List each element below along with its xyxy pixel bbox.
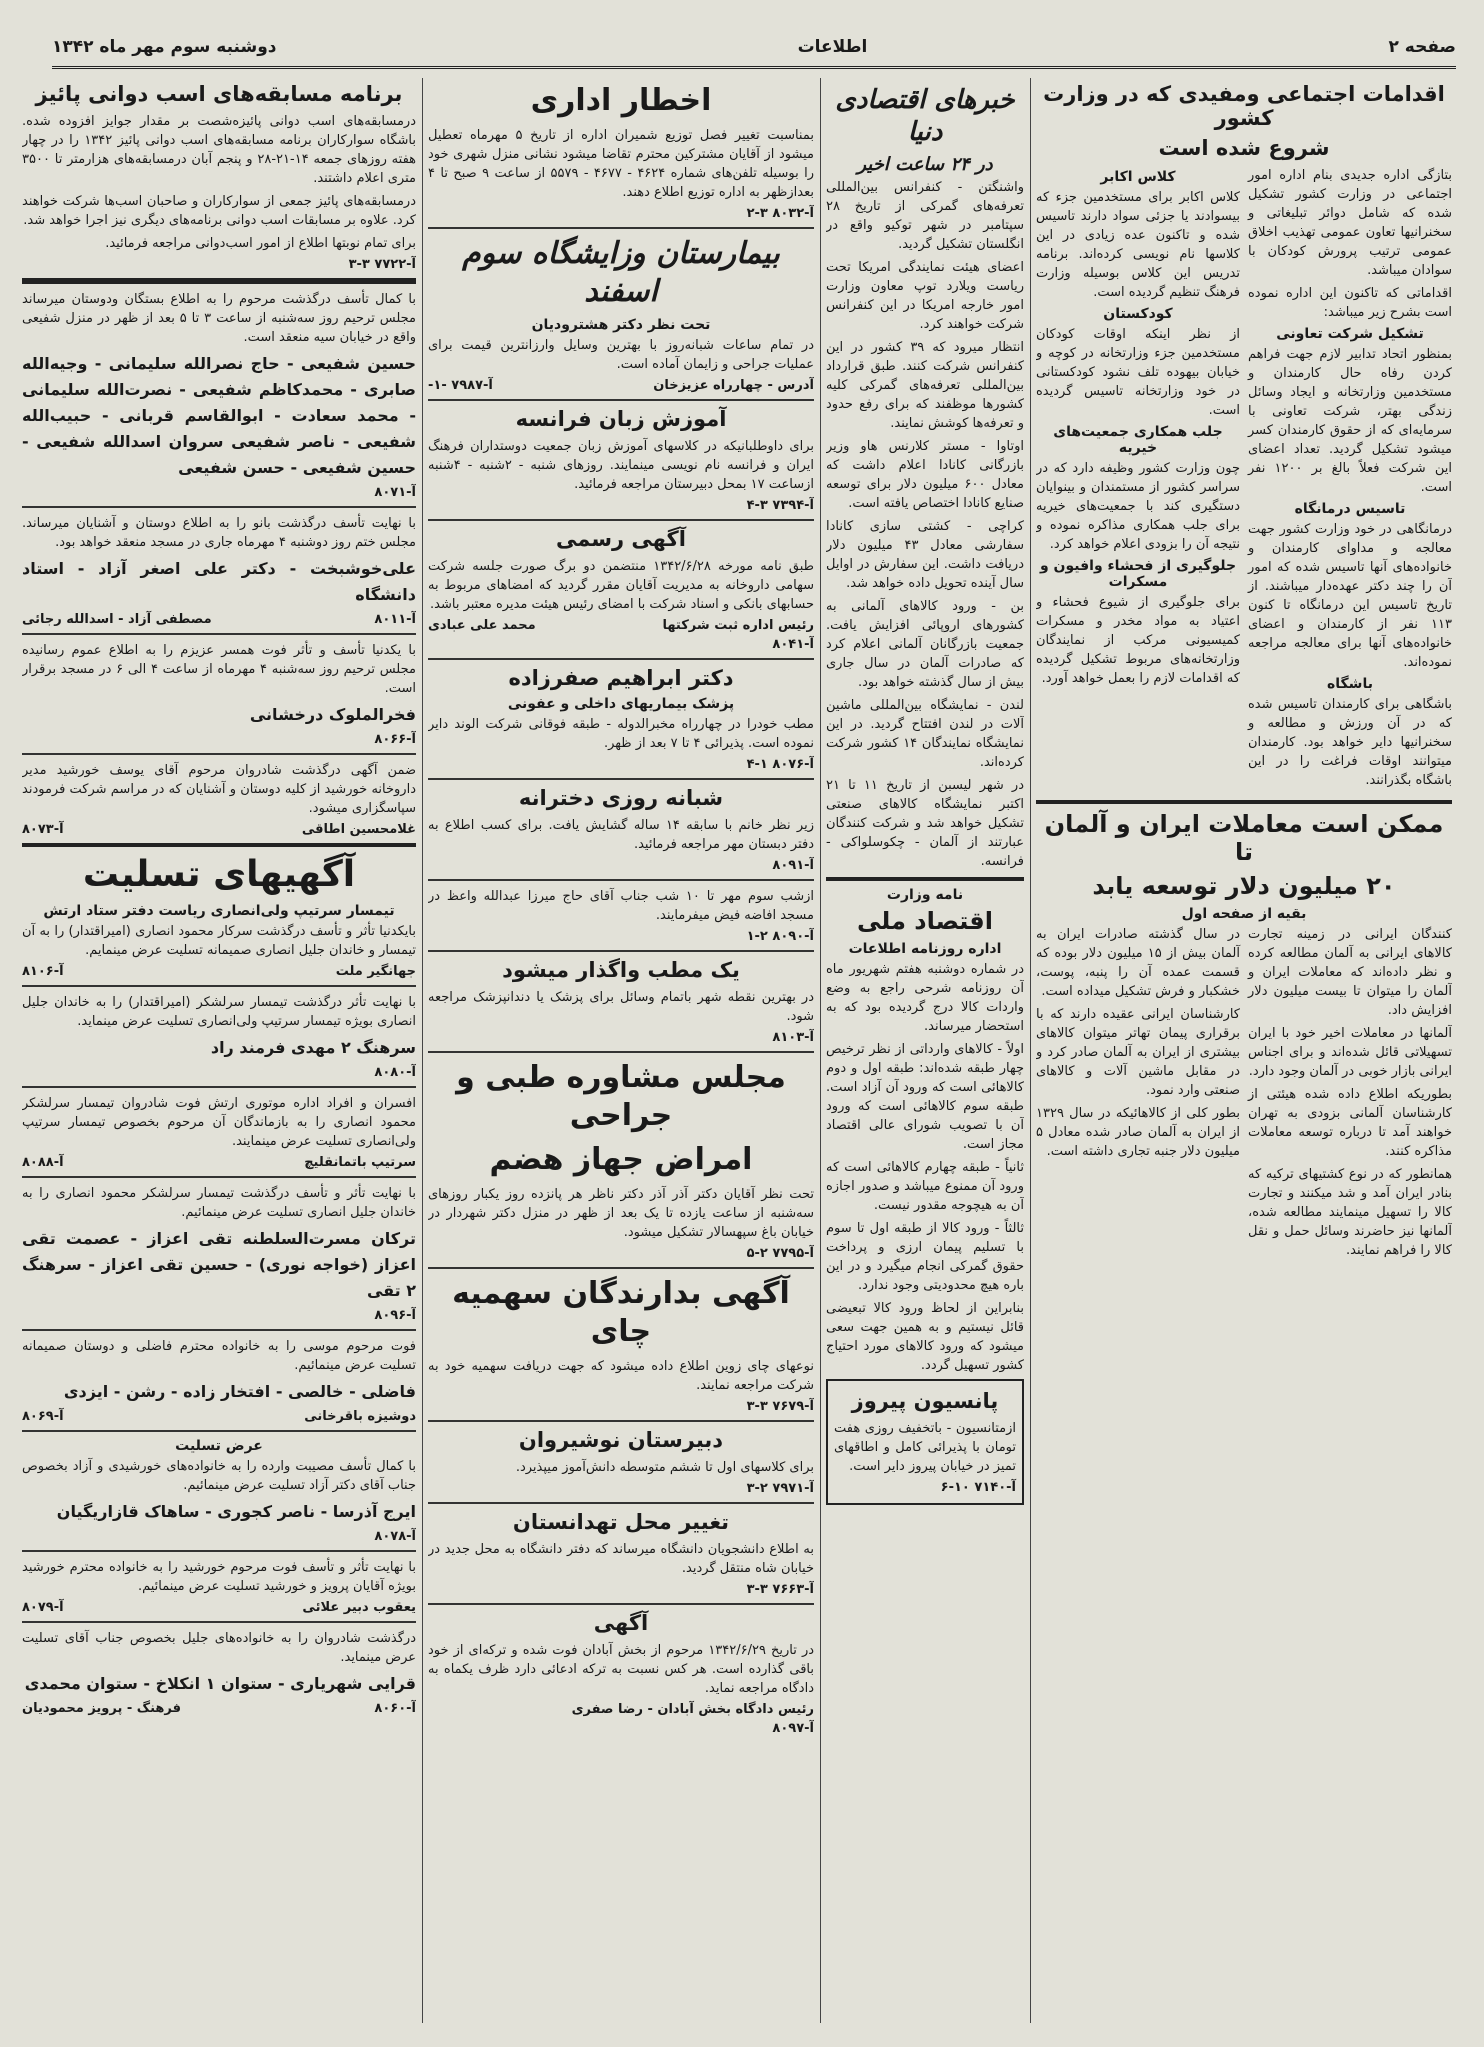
condolence-heading: عرض تسلیت [175,1438,263,1454]
ad-code: آ-۸۰۱۱ [374,612,416,627]
ad-code: آ-۸۰۴۱ [772,637,814,652]
article-paragraph: در شهر لیسبن از تاریخ ۱۱ تا ۲۱ اکتبر نمایشگاه کالاهای صنعتی تشکیل خواهد شد و شرکت کنندگان عبارتند از آلمان - چکوسلواکی - فرانسه. [826,778,1024,869]
section-divider [428,1051,814,1053]
section-divider [22,1176,416,1178]
article-headline: ۲۰ میلیون دلار توسعه یابد [1092,872,1396,900]
newspaper-name: اطلاعات [797,37,868,57]
ad-headline: آگهی [593,1611,649,1635]
article-paragraph: ثالثاً - ورود کالا از طبقه اول تا سوم با تسلیم پیمان ارزی و پرداخت حقوق گمرکی انجام میگیرد و در این باره هیچ محدودیتی وجود ندارد. [826,1221,1024,1293]
section-divider [428,778,814,780]
letter-recipient: اداره روزنامه اطلاعات [848,941,1002,957]
notice-text: با نهایت تأثر و تأسف درگذشت تیمسار سرلشکر محمود انصاری را به خاندان جلیل انصاری تسلیت عرض مینمائیم. [22,1186,416,1220]
ad-headline: آگهی بدارندگان سهمیه چای [452,1276,790,1349]
notice-text: فوت مرحوم موسی را به خانواده محترم فاضلی و دوستان صمیمانه تسلیت عرض مینمائیم. [22,1339,416,1373]
ad-code: آ-۷۷۹۵ ۲-۵ [746,1246,814,1261]
ad-text: برای داوطلبانیکه در کلاسهای آموزش زبان جمعیت دوستداران فرهنگ ایران و فرانسه نام نویسی مینمایند. روزهای شنبه - ۲شنبه - ۴شنبه ازساعت ۱۷ بمحل دبیرستان مراجعه فرمائید. [428,439,814,492]
ad-code: آ-۸۱۰۳ [772,1030,814,1045]
notice-text: با یکدنیا تأسف و تأثر فوت همسر عزیزم را به اطلاع عموم رسانیده مجلس ترحیم روز سه‌شنبه ۴ مهرماه از ساعت ۴ الی ۶ در مسجد برقرار است. [22,643,416,696]
ad-code: آ-۸۰۹۰ ۲-۱ [746,929,814,944]
ad-code: آ-۸۰۳۲ ۳-۲ [746,206,814,221]
article-paragraph: کراچی - کشتی سازی کانادا سفارشی معادل ۴۳ میلیون دلار دریافت داشت. این سفارش در اوایل سال آینده تحویل داده خواهد شد. [826,519,1024,591]
article-subcolumns [1036,166,1452,794]
article-paragraph: اولاً - کالاهای وارداتی از نظر ترخیص چهار طبقه شده‌اند: طبقه اول و دوم کالاهائی است که ورود آن آزاد است. طبقه سوم کالاهائی است که ورود آن با تصویب شورای عالی اقتصاد مجاز است. [826,1042,1024,1152]
ad-headline: شبانه روزی دخترانه [518,786,724,810]
ad-code: آ-۸۰۷۱ [374,485,416,500]
article-paragraph: اقداماتی که تاکنون این اداره نموده است بشرح زیر میباشد: [1248,286,1452,320]
section-divider [22,843,416,847]
ad-headline: آگهی رسمی [556,527,686,551]
ad-headline: امراض جهاز هضم [489,1142,753,1177]
ad-text: تحت نظر آقایان دکتر آذر آذر دکتر ناظر هر پانزده روز یکبار روزهای سه‌شنبه از ساعت یازده تا یک بعد از ظهر در منزل دکتر شهردار در خیابان باغ سپهسالار تشکیل میشود. [428,1187,814,1240]
column-interior-ministry [1036,78,1452,2027]
section-divider [428,1267,814,1269]
ad-code: آ-۸۰۹۷ [772,1721,814,1736]
section-divider [428,1502,814,1504]
ad-code: آ-۷۶۷۹ ۳-۳ [746,1399,814,1414]
section-divider [22,1086,416,1088]
ad-text: در تمام ساعات شبانه‌روز با بهترین وسایل وارزانترین قیمت برای عملیات جراحی و زایمان آماده است. [428,338,814,372]
section-divider [22,278,416,284]
ad-text: برای کلاسهای اول تا ششم متوسطه دانش‌آموز میپذیرد. [515,1460,814,1475]
ad-headline: دکتر ابراهیم صفرزاده [508,666,734,690]
ad-headline: پانسیون پیروز [851,1389,999,1413]
section-divider [428,519,814,521]
notice-signature: یعقوب دبیر علائی [302,1600,416,1615]
ad-text: به اطلاع دانشجویان دانشگاه میرساند که دفتر دانشگاه به محل جدید در خیابان شاه منتقل گردید. [428,1542,814,1576]
notice-signature: دوشیزه باقرخانی [304,1409,416,1424]
article-paragraph: در شماره دوشنبه هفتم شهریور ماه آن روزنامه شرحی راجع به وضع واردات کالا درج گردیده بود که به استحضار میرساند. [826,962,1024,1034]
notice-names: فرهنگ - پرویز محمودیان [22,1701,182,1716]
ad-code: آ-۸۰۹۶ [374,1308,416,1323]
column-economic-news [826,78,1024,2027]
article-subheadline: در ۲۴ ساعت اخیر [857,154,993,175]
article-headline: شروع شده است [1158,136,1330,160]
notice-footer [22,1409,416,1424]
notice-names: قرایی شهریاری - ستوان ۱ انکلاخ - ستوان محمدی [24,1674,416,1693]
article-paragraph: چون وزارت کشور وظیفه دارد که در سراسر کشور از مستمندان و بینوایان دستگیری کند با جمعیت‌های خیریه برای جلب همکاری مذاکره نموده و نتیجه آن را بزودی اعلام خواهد کرد. [1036,461,1240,552]
ad-code: آ-۸۰۸۸ [22,1155,64,1170]
section-heading: تشکیل شرکت تعاونی [1276,326,1424,342]
notice-text: با نهایت تأثر و تأسف فوت مرحوم خورشید را به خانواده محترم خورشید بویژه آقایان پرویز و خورشید تسلیت عرض مینمائیم. [22,1560,416,1594]
notice-signature: سرهنگ ۲ مهدی فرمند راد [210,1038,416,1057]
ad-address: آدرس - چهارراه عزیزخان [653,378,814,393]
article-paragraph: بتازگی اداره جدیدی بنام اداره امور اجتماعی در وزارت کشور تشکیل شده که شامل دوائر تبلیغاتی و سخنرانیها تعاون عمومی تهذیب اخلاق عمومی ترتیب پرورش کودکان با سوادان میباشد. [1248,168,1452,278]
ad-code: آ-۸۰۷۳ [22,822,64,837]
section-heading: باشگاه [1327,676,1373,692]
article-paragraph: آلمانها در معاملات اخیر خود با ایران تسهیلاتی قائل شده‌اند و برای اجناس ایرانی بازار خوبی در آلمان وجود دارد. [1248,1026,1452,1079]
ad-headline: بیمارستان وزایشگاه سوم اسفند [462,236,780,309]
article-paragraph: کنندگان ایرانی در زمینه تجارت کالاهای ایرانی به آلمان مطالعه کرده و نظر داده‌اند که معاملات ایران و آلمان را میتوان تا بیست میلیون دلار افزایش داد. [1248,927,1452,1018]
section-heading: کودکستان [1103,306,1173,322]
page-number: صفحه ۲ [1388,37,1456,57]
ad-footer [428,378,814,393]
ad-text: ازمتانسیون - باتخفیف روزی هفت تومان با پذیرائی کامل و اطاقهای تمیز در خیابان پیروز دایر است. [834,1421,1016,1474]
notice-names: فخرالملوک درخشانی [249,705,416,724]
section-divider [22,1329,416,1331]
ad-text: در بهترین نقطه شهر باتمام وسائل برای پزشک یا دندانپزشک مراجعه شود. [428,990,814,1024]
article-paragraph: از نظر اینکه اوقات کودکان مستخدمین جزء وزارتخانه در کوچه و خیابان بیهوده تلف نشود کودکستانی در خود وزارتخانه تاسیس گردیده است. [1036,327,1240,418]
section-divider [428,227,814,229]
section-heading: جلب همکاری جمعیت‌های خیریه [1053,424,1223,456]
notice-footer [22,822,416,837]
section-divider [826,877,1024,881]
section-divider [428,879,814,881]
ad-text: در تاریخ ۱۳۴۲/۶/۲۹ مرحوم از بخش آبادان فوت شده و ترکه‌ای از خود باقی گذارده است. هر کس نسبت به ترکه ادعائی دارد ظرف یکماه به دادگاه مراجعه نماید. [428,1643,814,1696]
notice-footer [22,1600,416,1615]
ad-signature: رئیس دادگاه بخش آبادان - رضا صفری [571,1702,814,1717]
notice-footer [22,964,416,979]
column-divider [422,78,423,2023]
ad-text: زیر نظر خانم با سابقه ۱۴ ساله گشایش یافت. برای کسب اطلاع به دفتر دبستان مهر مراجعه فرمائید. [428,818,814,852]
article-paragraph: ثانیاً - طبقه چهارم کالاهائی است که ورود آن ممنوع میباشد و صدور اجازه آن به هیچوجه مقدور نیست. [826,1160,1024,1213]
continuation-note: بقیه از صفحه اول [1181,906,1307,922]
article-paragraph: انتظار میرود که ۳۹ کشور در این کنفرانس شرکت کنند. طبق قرارداد بین‌المللی تعرفه‌های گمرکی کلیه کشورها موظفند که برای رفع حدود و تعرفه‌ها کوشش نمایند. [826,340,1024,431]
ad-code: آ-۸۰۶۰ [374,1701,416,1716]
ad-code: آ-۸۰۷۸ [374,1529,416,1544]
notice-footer [22,1701,416,1716]
article-paragraph: برای جلوگیری از شیوع فحشاء و اعتیاد به مواد مخدر و مسکرات کمیسیونی مرکب از نمایندگان وزارتخانه‌های مربوط تشکیل گردیده که اقدامات لازم را بعمل خواهد آورد. [1036,595,1240,686]
ad-text: طبق نامه مورخه ۱۳۴۲/۶/۲۸ منتضمن دو برگ صورت جلسه شرکت سهامی داروخانه به مدیریت آقایان مقرر گردید که امضاهای مربوط به حسابهای بانکی و اسناد شرکت با امضای رئیس هیئت مدیره معتبر باشد. [428,559,814,612]
ad-code: آ-۷۷۲۲ ۳-۳ [348,257,416,272]
article-paragraph: بن - ورود کالاهای آلمانی به کشورهای اروپائی افزایش یافت. جمعیت بازرگانان آلمانی اعلام کرد که صادرات آلمان در سال جاری بیش از سال گذشته خواهد بود. [826,599,1024,690]
issue-date: دوشنبه سوم مهر ماه ۱۳۴۲ [52,37,277,57]
ad-subheadline: پزشک بیماریهای داخلی و عفونی [507,696,735,712]
article-paragraph: باشگاهی برای کارمندان تاسیس شده که در آن ورزش و مطالعه و سخنرانیها دایر خواهد بود. کارمندان میتوانند اوقات فراغت را در این باشگاه بگذرانند. [1248,697,1452,788]
condolence-heading: تیمسار سرتیپ ولی‌انصاری ریاست دفتر ستاد ارتش [43,903,395,919]
notice-text: درگذشت شادروان را به خانواده‌های جلیل بخصوص جناب آقای تسلیت عرض مینماید. [22,1631,416,1665]
section-divider [1036,800,1452,804]
ad-headline: دبیرستان نوشیروان [518,1428,724,1452]
notice-signature: سرتیپ باتمانقلیچ [304,1155,416,1170]
article-paragraph: کلاس اکابر برای مستخدمین جزء که بیسوادند یا جزئی سواد دارند تاسیس شده و تاکنون عده زیادی در این کلاسها نام نویسی کرده‌اند. برنامه تدریس این کلاس بوسیله وزارت فرهنگ تنظیم گردیده است. [1036,190,1240,300]
ad-code: آ-۷۱۴۰ ۱۰-۶ [940,1480,1016,1495]
article-paragraph: اعضای هیئت نمایندگی امریکا تحت ریاست ویلارد توپ معاون وزارت امور خارجه امریکا در این کنفرانس شرکت خواهند کرد. [826,260,1024,332]
ad-code: آ-۷۶۶۳ ۳-۳ [746,1582,814,1597]
notice-footer [22,1155,416,1170]
notice-signature: جهانگیر ملت [335,964,416,979]
masthead [52,28,1456,69]
ad-headline: یک مطب واگذار میشود [502,958,740,982]
ad-headline: تغییر محل تهدانستان [512,1510,730,1534]
ad-code: آ-۸۰۹۱ [772,858,814,873]
ad-signature [428,618,814,633]
column-divider [820,78,821,2023]
article-headline: ممکن است معاملات ایران و آلمان تا [1044,810,1444,866]
article-headline: خبرهای اقتصادی دنیا [835,85,1015,147]
signature-title: رئیس اداره ثبت شرکتها [662,618,814,633]
article-paragraph: بطور کلی از کالاهائیکه در سال ۱۳۲۹ از ایران به آلمان صادر شده معادل ۵ میلیون دلار جنبه تجاری داشته است. [1036,1106,1240,1159]
notice-text: با نهایت تأثر درگذشت تیمسار سرلشکر (امیراقتدار) را به خاندان جلیل انصاری بویژه تیمسار سرتیپ ولی‌انصاری تسلیت عرض مینماید. [22,995,416,1029]
ad-code: آ-۸۱۰۶ [22,964,64,979]
ad-code: آ-۷۹۸۷ -۱- [428,378,493,393]
article-headline: برنامه مسابقه‌های اسب دوانی پائیز [35,82,403,106]
ad-text: نوعهای چای زوین اطلاع داده میشود که جهت دریافت سهمیه خود به شرکت مراجعه نمایند. [428,1359,814,1393]
notice-signature: غلامحسین اطاقی [301,822,416,837]
section-divider [22,1621,416,1623]
section-heading: کلاس اکابر [1100,169,1176,185]
notice-text: با کمال تأسف مصیبت وارده را به خانواده‌های خورشیدی و آزاد بخصوص جناب آقای دکتر آزاد تسلیت عرض مینمائیم. [22,1459,416,1493]
ad-code: آ-۷۹۷۱ ۲-۳ [746,1481,814,1496]
pension-ad [826,1379,1024,1505]
section-divider [428,1420,814,1422]
notice-names: حسین شفیعی - حاج نصرالله سلیمانی - وجیه‌الله صابری - محمدکاظم شفیعی - نصرت‌الله سلیمانی - محمد سعادت - ابوالقاسم قربانی - حبیب‌الله شفیعی - ناصر شفیعی سروان اسدالله شفیعی - حسین شفیعی - حسن شفیعی [22,354,416,477]
ad-text: ازشب سوم مهر تا ۱۰ شب جناب آقای حاج میرزا عبدالله واعظ در مسجد افاضه فیض میفرمایند. [428,889,814,923]
article-paragraph: کارشناسان ایرانی عقیده دارند که با برقراری پیمان تهاتر میتوان کالاهای بیشتری از ایران به آلمان صادر کرد و در مقابل ماشین آلات و کالاهای صنعتی وارد نمود. [1036,1007,1240,1098]
ad-headline: مجلس مشاوره طبی و جراحی [456,1060,786,1133]
section-divider [428,950,814,952]
section-divider [22,506,416,508]
ad-text: مطب خودرا در چهارراه مخبرالدوله - طبقه فوقانی شرکت الوند دایر نموده است. پذیرائی ۴ تا ۷ بعد از ظهر. [428,717,814,751]
article-paragraph: درمانگاهی در خود وزارت کشور جهت معالجه و مداوای کارمندان و خانواده‌های آنها تاسیس شده که امور آن را چند دکتر عهده‌دار میباشند. از تاریخ تاسیس این درمانگاه تا کنون ۱۱۳ نفر از کارمندان و اعضای خانواده‌های آنها برای معالجه مراجعه نموده‌اند. [1248,522,1452,670]
section-divider [22,1430,416,1432]
article-paragraph: بنابراین از لحاظ ورود کالا تبعیضی قائل نیستیم و به همین جهت سعی میشود که ورود کالاهای مورد احتیاج کشور تسهیل گردد. [826,1301,1024,1373]
ad-code: آ-۸۰۶۹ [22,1409,64,1424]
section-divider [22,985,416,987]
notice-text: بایکدنیا تأثر و تأسف درگذشت سرکار محمود انصاری (امیراقتدار) را به آن تیمسار و خاندان جلیل انصاری صمیمانه تسلیت عرض مینمایم. [22,924,416,958]
ad-code: آ-۸۰۷۹ [22,1600,64,1615]
notice-text: ضمن آگهی درگذشت شادروان مرحوم آقای یوسف خورشید مدیر داروخانه خورشید از کلیه دوستان و آشنایان که در مراسم شرکت فرمودند سپاسگزاری میشود. [22,763,416,816]
notice-footer [22,612,416,627]
section-heading: جلوگیری از فحشاء وافیون و مسکرات [1039,558,1237,590]
ad-subheadline: تحت نظر دکتر هشترودیان [531,317,711,333]
notice-text: با کمال تأسف درگذشت مرحوم را به اطلاع بستگان ودوستان میرساند مجلس ترحیم روز سه‌شنبه از ساعت ۳ تا ۵ بعد از ظهر در منزل شفیعی واقع در خیابان سیه منعقد است. [22,292,416,345]
article-paragraph: لندن - نمایشگاه بین‌المللی ماشین آلات در لندن افتتاح گردید. در این نمایشگاه نمایندگان ۱۴ کشور شرکت کرده‌اند. [826,698,1024,770]
article-paragraph: در سال گذشته صادرات ایران به آلمان بیش از ۱۵ میلیون دلار بوده که قسمت عمده آن را پنبه، پوست، خشکبار و فرش تشکیل میداده است. [1036,927,1240,999]
article-paragraph: بطوریکه اطلاع داده شده هیئتی از کارشناسان آلمانی بزودی به تهران خواهند آمد تا درباره توسعه معاملات مذاکره کنند. [1248,1087,1452,1159]
article-paragraph: درمسابقه‌های اسب دوانی پائیزه‌شصت بر مقدار جوایز افزوده شده. باشگاه سوارکاران برنامه مسابقه‌های اسب دوانی پائیز ۱۳۴۲ را در چهار هفته روزهای جمعه ۱۴-۲۱-۲۸ و پنجم آبان درمسابقه‌های هزارمتر تا ۳۵۰۰ متری اعلام داشتند. [22,114,416,186]
section-divider [22,633,416,635]
condolence-section-title: آگهیهای تسلیت [82,854,356,895]
notice-names: ترکان مسرت‌السلطنه تقی اعزاز - عصمت تقی اعزاز (خواجه نوری) - حسین تقی اعزاز - سرهنگ ۲ تقی [22,1229,416,1300]
ad-code: آ-۸۰۶۶ [374,732,416,747]
article-paragraph: برای تمام نوبتها اطلاع از امور اسب‌دوانی مراجعه فرمائید. [105,236,416,251]
ad-code: آ-۸۰۷۶ ۱-۴ [746,757,814,772]
article-subcolumns [1036,925,1452,1264]
ad-code: آ-۷۳۹۴ ۳-۴ [746,498,814,513]
section-divider [428,399,814,401]
notice-text: افسران و افراد اداره موتوری ارتش فوت شادروان تیمسار سرلشکر محمود انصاری را به بازماندگان آن مرحوم بخصوص تیمسار سرتیپ ولی‌انصاری تسلیت عرض مینمایند. [22,1096,416,1149]
article-paragraph: همانطور که در نوع کشتیهای ترکیه که بنادر ایران آمد و شد میکنند و تجارت کالا را تسهیل مینمایند مطالعه شده، آلمانها نیز حاضرند وسائل حمل و نقل کالا را فراهم نمایند. [1248,1167,1452,1258]
section-heading: تاسیس درمانگاه [1294,501,1406,517]
article-headline: اقدامات اجتماعی ومفیدی که در وزارت کشور [1043,82,1445,130]
article-paragraph: بمنظور اتحاد تدابیر لازم جهت فراهم کردن رفاه حال کارمندان و مستخدمین وزارتخانه و ایجاد وسائل زندگی بهتر، شرکت تعاونی با سرمایه‌ای که از حقوق کارمندان کسر میشود تشکیل گردید. تعداد اعضای این شرکت فعلاً بالغ بر ۱۲۰۰ نفر است. [1248,347,1452,495]
section-divider [428,658,814,660]
article-paragraph: اوتاوا - مستر کلارنس هاو وزیر بازرگانی کانادا اعلام داشت که معادل ۶۰۰ میلیون دلار برای توسعه صنایع کانادا اختصاص یافته است. [826,439,1024,511]
notice-names: علی‌خوشبخت - دکتر علی اصغر آزاد - استاد دانشگاه [22,559,416,604]
section-divider [22,753,416,755]
notice-names: فاضلی - خالصی - افتخار زاده - رشن - ایزدی [63,1382,416,1401]
column-notices [22,78,416,2027]
notice-names: مصطفی آزاد - اسدالله رجائی [22,612,212,627]
ad-headline: اخطار اداری [530,83,712,118]
signature-name: محمد علی عبادی [428,618,536,633]
ad-text: بمناسبت تغییر فصل توزیع شمیران اداره از تاریخ ۵ مهرماه تعطیل میشود از آقایان مشترکین محترم تقاضا میشود نشانی منزل شهری خود را بوسیله تلفن‌های شماره ۴۶۲۴ - ۴۶۷۷ - ۵۵۷۹ از ساعت ۹ صبح تا ۴ بعدازظهر به اداره توزیع اطلاع دهند. [428,128,814,200]
article-paragraph: درمسابقه‌های پائیز جمعی از سوارکاران و صاحبان اسب‌ها شرکت خواهند کرد. علاوه بر مسابقات اسب دوانی برنامه‌های دیگری نیز اجرا خواهد شد. [22,194,416,228]
article-headline: نامه وزارت [886,887,964,903]
notice-names: ایرج آذرسا - ناصر کجوری - ساهاک قازاریگیان [56,1502,416,1521]
section-divider [428,1603,814,1605]
notice-text: با نهایت تأسف درگذشت بانو را به اطلاع دوستان و آشنایان میرساند. مجلس ختم روز دوشنبه ۴ مهرماه جاری در مسجد منعقد خواهد بود. [22,516,416,550]
section-divider [22,1550,416,1552]
column-ads [428,78,814,2027]
column-divider [1030,78,1031,2023]
ad-code: آ-۸۰۸۰ [374,1065,416,1080]
article-paragraph: واشنگتن - کنفرانس بین‌المللی تعرفه‌های گمرکی از تاریخ ۲۸ سپتامبر در شهر توکیو واقع در انگلستان تشکیل گردید. [826,180,1024,252]
article-headline: اقتصاد ملی [856,907,993,935]
ad-headline: آموزش زبان فرانسه [515,407,727,431]
